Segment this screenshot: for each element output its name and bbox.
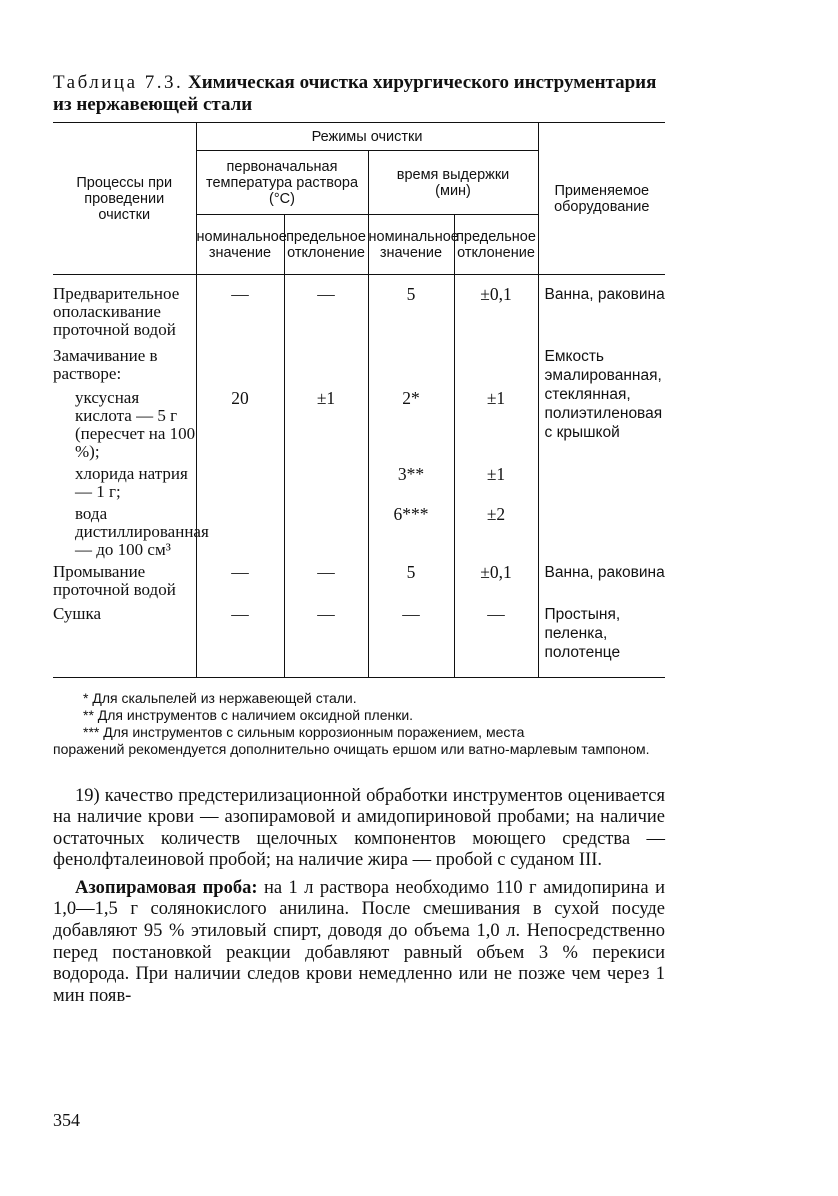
paragraph-azopiram	[53, 878, 665, 1008]
page-number: 354	[53, 1110, 80, 1130]
azopiram-lead: Азопирамовая проба:	[75, 877, 258, 898]
table-title-line1: Химическая очистка хирургического инструментария	[188, 72, 657, 93]
header-temp-deviation: предельное отклонение	[284, 215, 368, 275]
header-temperature: первоначальная температура раствора (°С)	[196, 151, 368, 215]
paragraph-19: 19) качество предстерилизационной обработки инструментов оценивается на наличие крови — азопирамовой и амидопириновой пробами; на наличие остаточных количеств щелочных компонентов моющего средства — фенолфталеиновой пробой; на наличие жира — пробой с суданом III.	[53, 785, 665, 871]
azopiram-text: на 1 л раствора необходимо 110 г амидопирина и 1,0—1,5 г солянокислого анилина. После смешивания в сухой посуде добавляют 95 % этиловый спирт, доводя до объема 1,0 л. Непосредственно перед постановкой реакции добавляют равный объем 3 % перекиси водорода. При наличии следов крови немедленно или не позже чем через 1 мин появ-	[53, 877, 665, 1006]
table-row: Замачивание в растворе: Емкость эмалированная, стеклянная, полиэтиленовая с крышкой	[53, 339, 665, 383]
footnote-3: *** Для инструментов с сильным коррозионным поражением, места	[83, 723, 525, 740]
header-temp-nominal: номинальное значение	[196, 215, 284, 275]
footnote-3-cont: поражений рекомендуется дополнительно очищать ершом или ватно-марлевым тампоном.	[53, 740, 650, 757]
footnote-2: ** Для инструментов с наличием оксидной пленки.	[83, 706, 414, 723]
header-process: Процессы при проведении очистки	[53, 123, 196, 275]
body-text	[53, 786, 665, 1008]
footnote-1: * Для скальпелей из нержавеющей стали.	[83, 689, 357, 706]
table-caption	[53, 72, 665, 116]
header-time-deviation: предельное отклонение	[454, 215, 538, 275]
header-time: время выдержки (мин)	[368, 151, 538, 215]
header-time-nominal: номинальное значение	[368, 215, 454, 275]
document-page	[53, 72, 665, 1013]
cleaning-table	[53, 122, 665, 678]
table-footnotes	[53, 690, 665, 758]
table-label: Таблица 7.3.	[53, 72, 184, 93]
table-row: уксусная кислота — 5 г (пересчет на 100 %); 20 ±1 2* ±1	[53, 383, 665, 461]
header-equipment: Применяемое оборудование	[538, 123, 665, 275]
table-title-line2: из нержавеющей стали	[53, 94, 253, 115]
table-row: Промывание проточной водой — — 5 ±0,1 Ванна, раковина	[53, 559, 665, 599]
table-row: вода дистиллированная — до 100 см³ 6*** ±2	[53, 501, 665, 559]
table-row: хлорида натрия — 1 г; 3** ±1	[53, 461, 665, 501]
header-modes: Режимы очистки	[196, 123, 538, 151]
table-row: Сушка — — — — Простыня, пеленка, полотенце	[53, 599, 665, 677]
table-row: Предварительное ополаскивание проточной водой — — 5 ±0,1 Ванна, раковина	[53, 275, 665, 340]
